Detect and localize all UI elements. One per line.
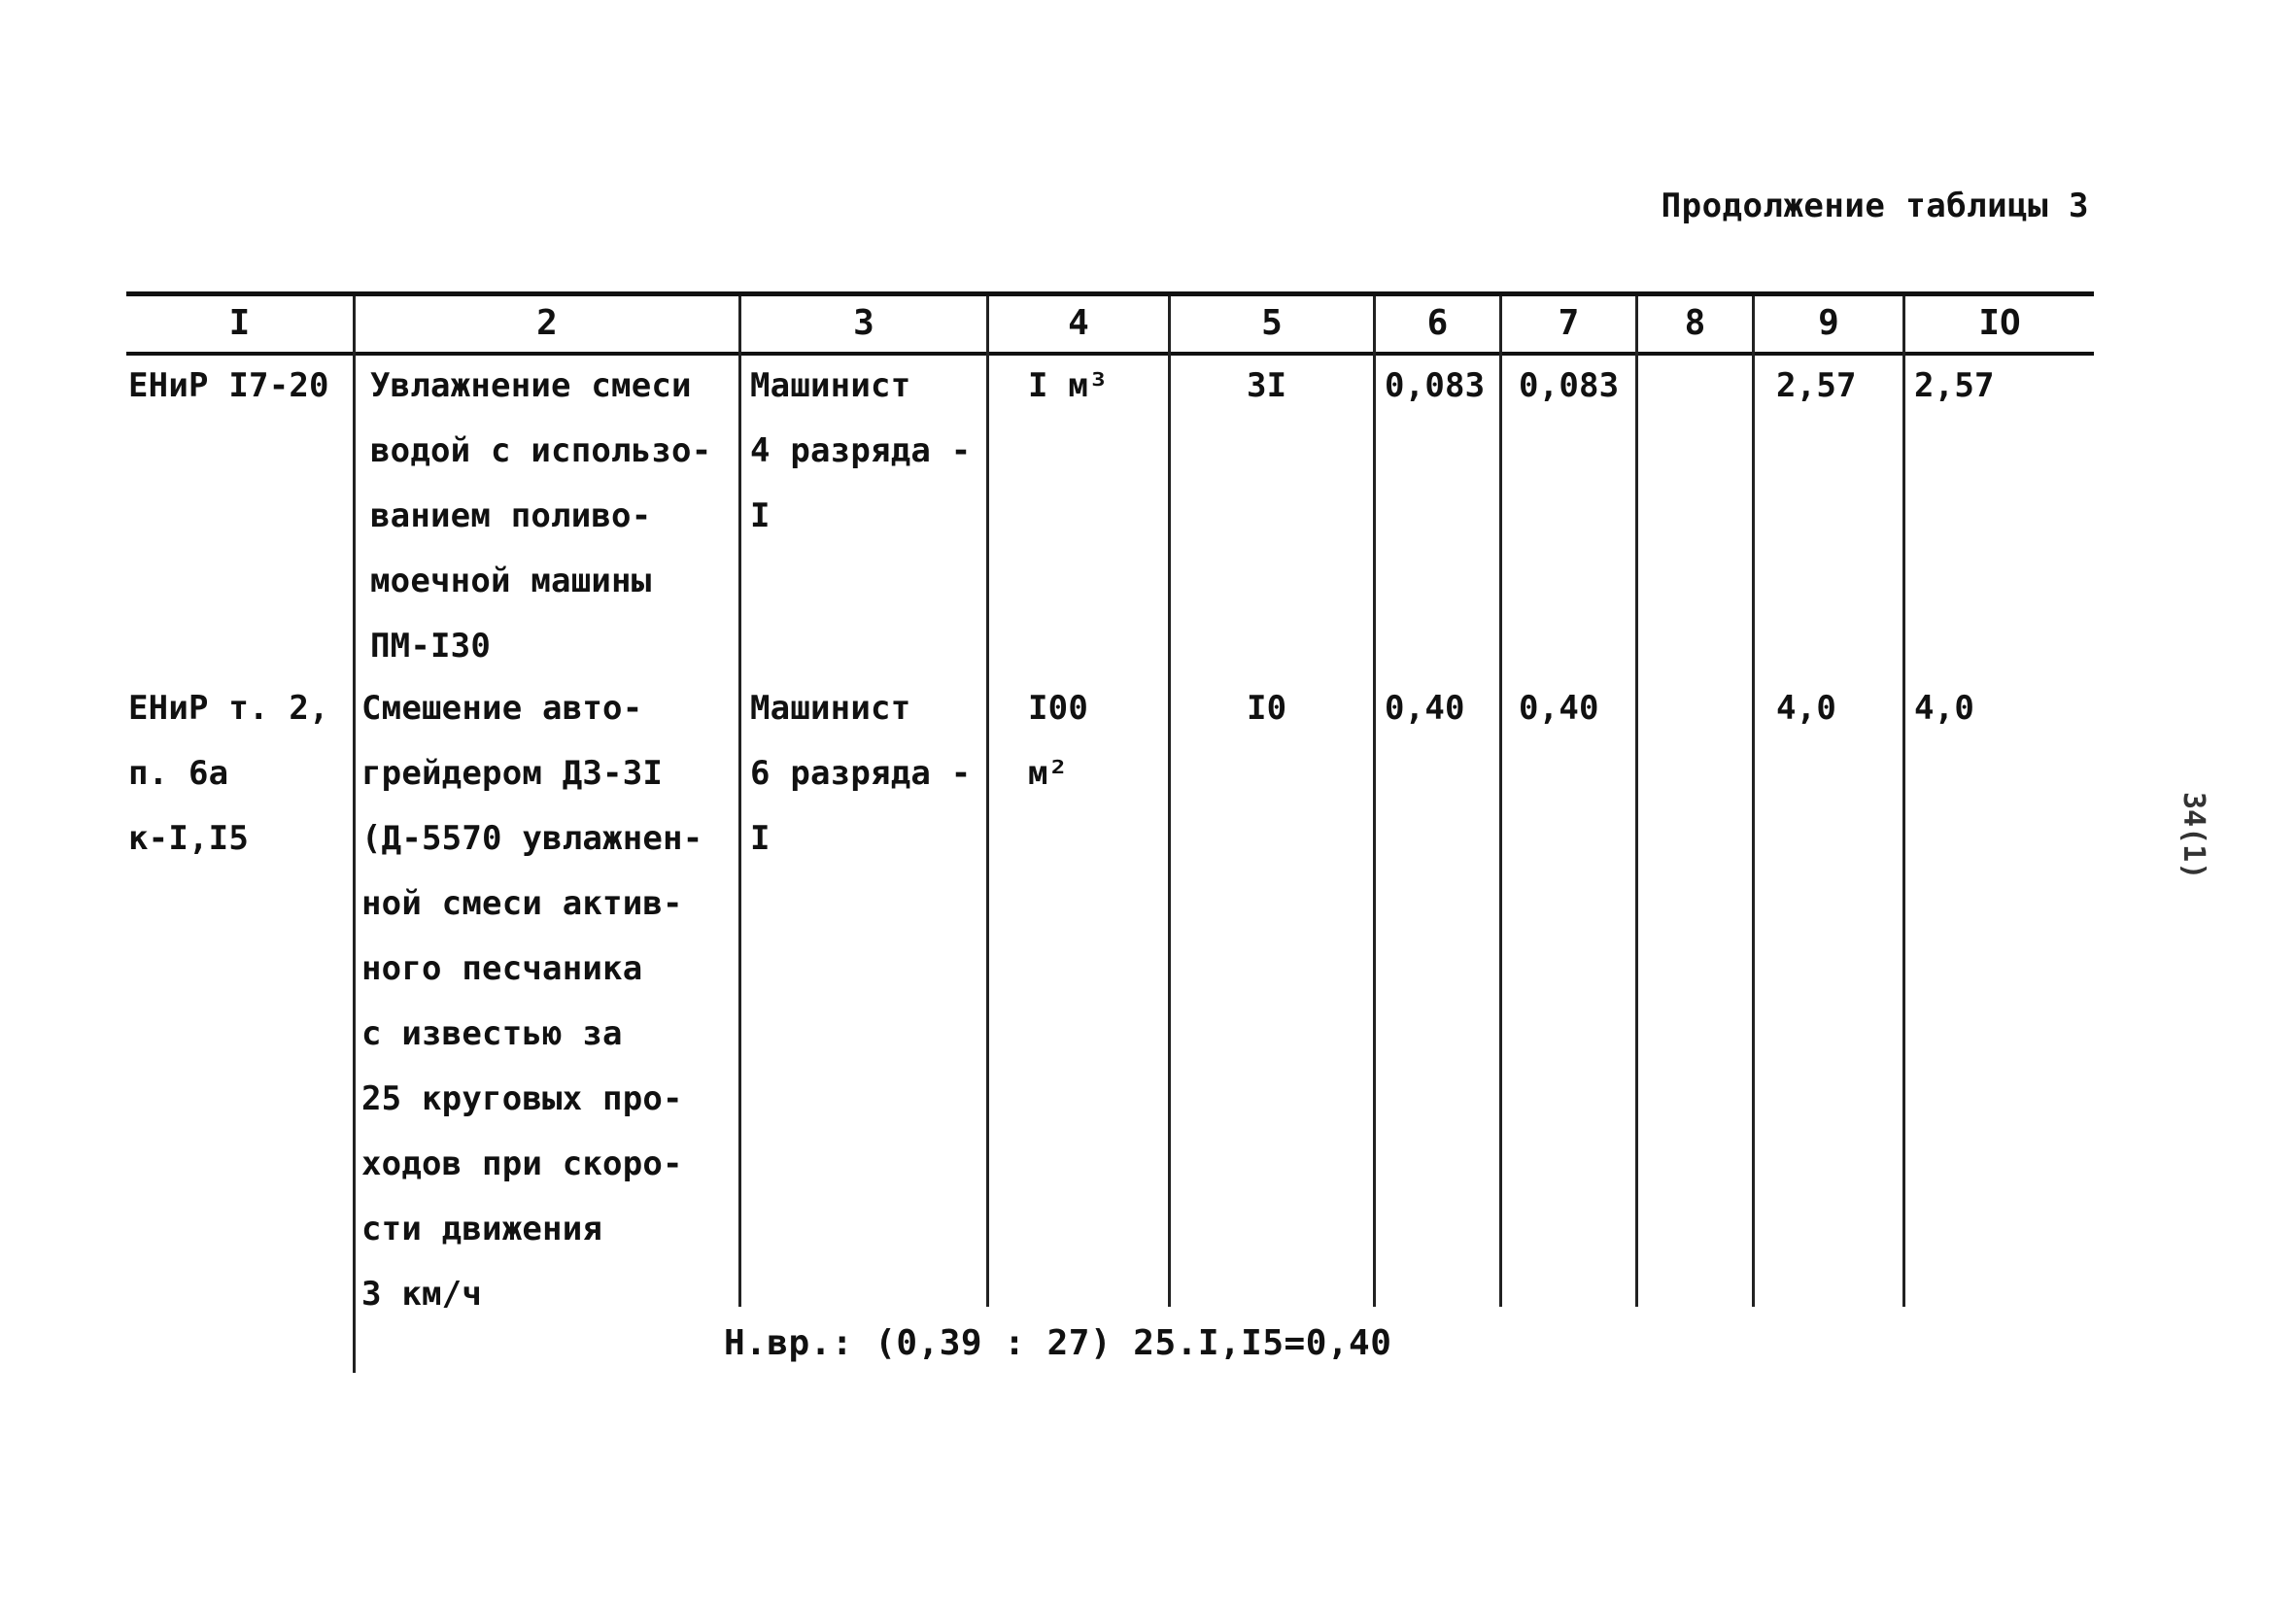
column-header-9: 9 [1818, 303, 1839, 343]
norm-time-formula: Н.вр.: (0,39 : 27) 25.I,I5=0,40 [724, 1323, 1392, 1363]
table-cell-col9: 2,57 [1776, 366, 1857, 405]
table-cell-operation: Увлажнение смеси водой с использо- ванием поливо- моечной машины ПМ-I30 [370, 366, 712, 666]
table-top-rule [126, 291, 2094, 296]
table-cell-crew: Машинист 4 разряда - I [750, 366, 972, 535]
continuation-label: Продолжение таблицы 3 [1661, 187, 2089, 225]
column-header-5: 5 [1261, 303, 1283, 343]
table-cell-col5: 3I [1247, 366, 1287, 405]
table-cell-crew: Машинист 6 разряда - I [750, 689, 972, 858]
column-divider [986, 296, 989, 1307]
column-divider [1373, 296, 1376, 1307]
table-cell-operation: Смешение авто- грейдером ДЗ-3I (Д-5570 увлажнен- ной смеси актив- ного песчаника с известью за 25 круговых про- ходов при скоро- сти движения 3 км/ч [361, 689, 703, 1314]
table-cell-col7: 0,083 [1519, 366, 1620, 405]
column-divider [1752, 296, 1755, 1307]
table-cell-ref: ЕНиР I7-20 [128, 366, 329, 405]
column-divider [1499, 296, 1502, 1307]
table-cell-col6: 0,40 [1385, 689, 1465, 728]
table-cell-col7: 0,40 [1519, 689, 1599, 728]
column-divider [1168, 296, 1171, 1307]
column-header-6: 6 [1426, 303, 1449, 343]
table-cell-col5: I0 [1247, 689, 1287, 728]
column-divider [1635, 296, 1638, 1307]
table-cell-unit: I м³ [1028, 366, 1109, 405]
column-header-2: 2 [536, 303, 558, 343]
column-header-8: 8 [1684, 303, 1706, 343]
page-number-stamp: 34(1) [2176, 792, 2210, 880]
column-header-1: I [228, 303, 251, 343]
column-header-3: 3 [853, 303, 874, 343]
column-divider [1902, 296, 1905, 1307]
column-divider [353, 296, 356, 1373]
table-cell-ref: ЕНиР т. 2, п. 6а к-I,I5 [128, 689, 329, 858]
column-divider [738, 296, 741, 1307]
table-cell-col6: 0,083 [1385, 366, 1486, 405]
column-header-4: 4 [1068, 303, 1089, 343]
table-cell-col9: 4,0 [1776, 689, 1837, 728]
table-cell-col10: 4,0 [1914, 689, 1975, 728]
column-header-7: 7 [1558, 303, 1580, 343]
table-cell-unit: I00 м² [1028, 689, 1089, 793]
column-header-10: IO [1978, 303, 2021, 343]
table-cell-col10: 2,57 [1914, 366, 1995, 405]
